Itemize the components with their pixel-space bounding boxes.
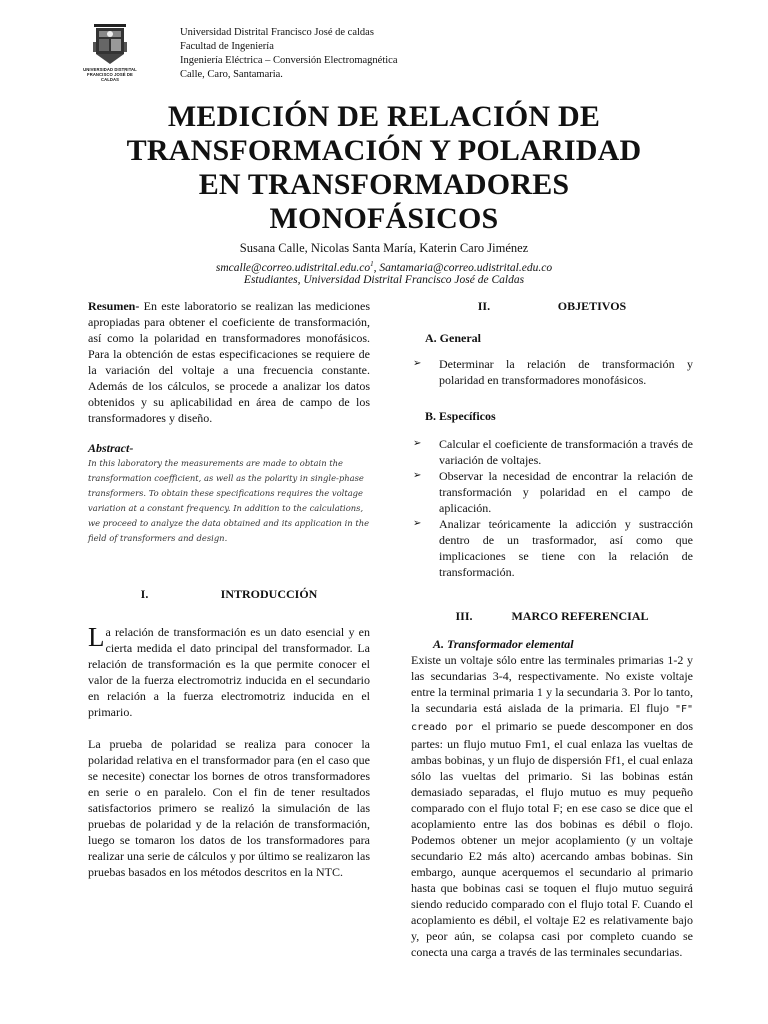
especificos-list: [411, 436, 693, 580]
university-seal-icon: [93, 22, 127, 66]
subsection-especificos: B. Específicos: [425, 409, 496, 423]
list-item-text: Determinar la relación de transformación y polaridad en transformadores monofásicos.: [439, 357, 693, 387]
abstract-label: Abstract-: [88, 441, 134, 455]
arrow-bullet-icon: ➢: [413, 358, 422, 369]
section-title: INTRODUCCIÓN: [220, 587, 318, 601]
list-item: [411, 468, 693, 516]
email-link[interactable]: , Santamaria@correo.udistrital.edu.co: [373, 261, 553, 274]
list-item-text: Analizar teóricamente la adicción y sustracción dentro de un trasformador, así como que implicaciones se tiene con la relación de transformación.: [439, 517, 693, 579]
section-title: OBJETIVOS: [557, 299, 627, 313]
section-heading-objetivos: [411, 298, 693, 314]
resumen-text: En este laboratorio se realizan las mediciones apropiadas para obtener el coeficiente de transformación, así como la polaridad en transformadores monofásicos. Para la obtención de estas especificaciones se requiere de la variación del voltaje a una frecuencia constante. Además de los cálculos, se procede a analizar los datos obtenidos y su aplicabilidad en área de campo de los transformadores y diseño.: [88, 299, 370, 425]
title-line: EN TRANSFORMADORES: [198, 168, 570, 201]
list-item-text: Observar la necesidad de encontrar la relación de transformación y polaridad en el campo de aplicación.: [439, 469, 693, 515]
list-item: [411, 436, 693, 468]
logo-text-line-2: FRANCISCO JOSÉ DE CALDAS: [87, 72, 133, 82]
list-item: [411, 516, 693, 580]
marco-flux-text: "F" creado por e: [411, 704, 693, 733]
arrow-bullet-icon: ➢: [413, 470, 422, 481]
intro-paragraph-1: [88, 624, 370, 720]
paper-title: [0, 100, 768, 236]
marco-text-end: l primario se puede descomponer en dos partes: un flujo mutuo Fm1, el cual enlaza las vueltas de ambas bobinas, y un flujo de dispersión Ff1, el cual enlaza sólo las vueltas del primario. Si las bobinas están demasiado separadas, el flujo mutuo es muy pequeño comparado con el flujo total F; en ese caso se dice que el acoplamiento entre las dos bobinas es débil o flojo. Podemos obtener un mejor acoplamiento (y un voltaje secundario E2 más alto) acercando ambas bobinas. Sin embargo, aunque acerquemos el secundario al primario hasta que bobinas casi se toquen el flujo mutuo seguirá siendo reducido comparado con el flujo total F. Cuando el acoplamiento es débil, el voltaje E2 es relativamente bajo y, peor aún, se colapsa casi por completo cuando se conecta una carga a través de las terminales secundarias.: [411, 719, 694, 959]
arrow-bullet-icon: ➢: [413, 518, 422, 529]
institution-line: Facultad de Ingeniería: [180, 41, 274, 52]
list-item: [411, 356, 693, 388]
section-number: II.: [477, 299, 491, 313]
resumen-label: Resumen-: [88, 299, 140, 313]
marco-paragraph: [411, 652, 693, 960]
subsection-general: A. General: [425, 331, 481, 345]
title-line: MEDICIÓN DE RELACIÓN DE: [167, 100, 601, 133]
resumen-paragraph: [88, 298, 370, 426]
institution-line: Calle, Caro, Santamaria.: [180, 69, 283, 80]
title-line: MONOFÁSICOS: [269, 202, 499, 235]
logo-text: [78, 67, 142, 82]
footnote-mark: 1: [370, 260, 374, 268]
intro-text-1: a relación de transformación es un dato esencial y en cierta medida el dato principal del transformador. La relación de transformación es la que permite conocer el valor de la fuerza electromotriz inducida en el secundario en relación a la fuerza electromotriz inducida en el primario.: [88, 625, 370, 719]
left-column: [88, 298, 370, 880]
marco-text-start: Existe un voltaje sólo entre las terminales primarias 1-2 y las secundarias 3-4, respectivamente. No existe voltaje entre la terminal primaria 1 y la secundaria 3. Por lo tanto, la secundaria está aislada de la primaria. El flujo: [411, 653, 693, 715]
section-number: I.: [140, 587, 149, 601]
arrow-bullet-icon: ➢: [413, 438, 422, 449]
list-item-text: Calcular el coeficiente de transformación a través de variación de voltajes.: [439, 437, 693, 467]
section-heading-intro: [88, 586, 370, 602]
intro-paragraph-2: La prueba de polaridad se realiza para conocer la polaridad relativa en el transformador para (en el caso que se necesite) conectar los bornes de otros transformadores en serie o en paralelo. Con el fin de tener resultados satisfactorios primero se realizó la simulación de las pruebas de polaridad y de la relación de transformación, luego se tomaron los datos de los transformadores para realizar una serie de cálculos y por último se realizaron las pruebas basados en los métodos descritos en la NTC.: [88, 737, 370, 879]
general-list: [411, 356, 693, 388]
subsection-transformador: A. Transformador elemental: [433, 637, 574, 651]
logo-text-line-1: UNIVERSIDAD DISTRITAL: [83, 67, 137, 72]
abstract-text: In this laboratory the measurements are made to obtain the transformation coefficient, as well as the polarity in single-phase transformers. To obtain these specifications requires the voltage variation at a constant frequency. In addition to the calculations, we proceed to analyze the data obtained and its application in the field of transformers and design.: [88, 458, 370, 543]
institution-line: Ingeniería Eléctrica – Conversión Electromagnética: [180, 55, 398, 66]
institution-line: Universidad Distrital Francisco José de caldas: [180, 27, 374, 38]
institution-block: [180, 26, 398, 82]
section-title: MARCO REFERENCIAL: [511, 609, 649, 623]
title-line: TRANSFORMACIÓN Y POLARIDAD: [126, 134, 642, 167]
university-logo: [78, 22, 142, 82]
section-number: III.: [455, 609, 473, 623]
authors: Susana Calle, Nicolas Santa María, Katerin Caro Jiménez: [239, 241, 529, 255]
section-heading-marco: [411, 608, 693, 624]
affiliation: Estudiantes, Universidad Distrital Francisco José de Caldas: [243, 274, 525, 286]
email-link[interactable]: smcalle@correo.udistrital.edu.co: [215, 261, 371, 274]
right-column: [411, 298, 693, 960]
drop-cap: L: [88, 622, 105, 652]
